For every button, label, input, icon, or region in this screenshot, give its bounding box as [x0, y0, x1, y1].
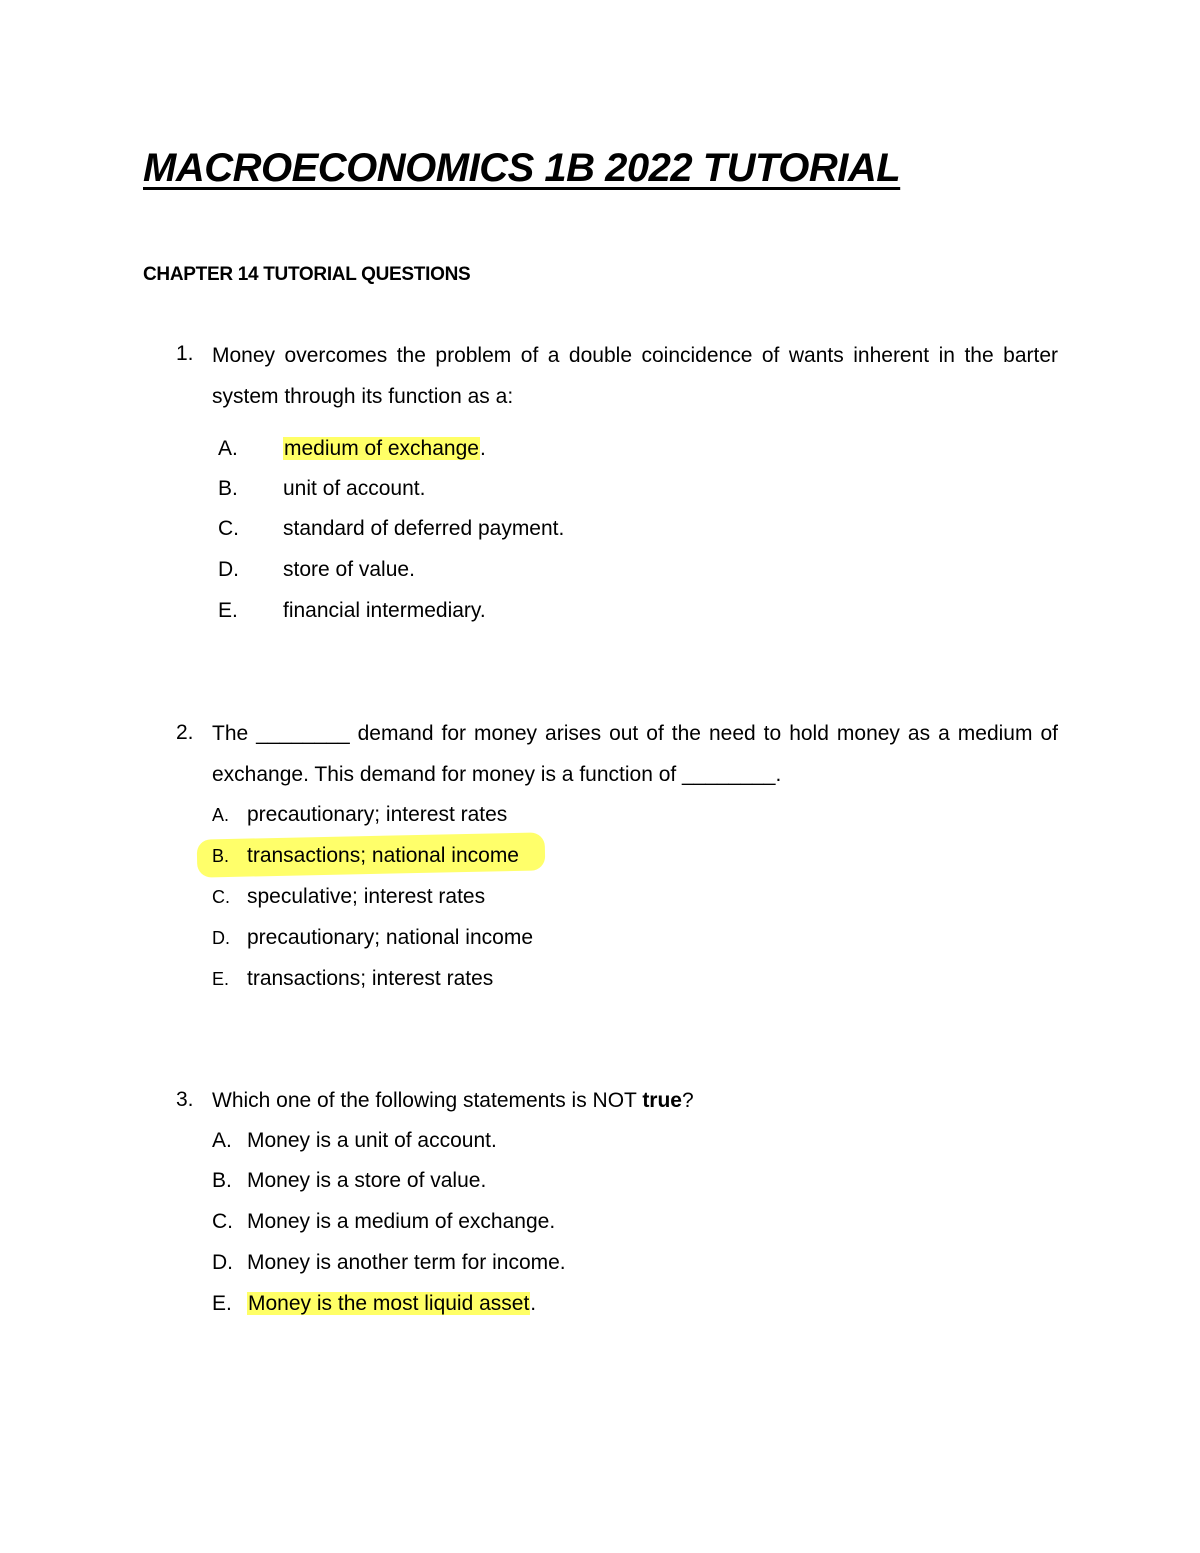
option-a-text: Money is a unit of account.	[247, 1129, 497, 1152]
option-a-text: precautionary; interest rates	[247, 803, 508, 826]
option-d-text: store of value.	[283, 558, 415, 581]
option-b-text: Money is a store of value.	[247, 1169, 487, 1192]
option-e-text: transactions; interest rates	[247, 967, 494, 990]
question-text: Money overcomes the problem of a double coincidence of wants inherent in the barter system through its function as a:	[212, 344, 1058, 408]
option-b-text: transactions; national income	[247, 844, 519, 867]
option-letter: D.	[212, 928, 230, 948]
option-letter: D.	[212, 1251, 233, 1274]
question-number: 3.	[176, 1088, 194, 1111]
option-e-text	[247, 1292, 536, 1316]
chapter-heading: CHAPTER 14 TUTORIAL QUESTIONS	[143, 264, 471, 285]
option-letter: E.	[212, 1292, 232, 1315]
option-suffix: .	[479, 437, 486, 460]
option-letter: E.	[218, 599, 238, 622]
option-letter: D.	[218, 558, 239, 581]
option-letter: C.	[218, 517, 239, 540]
question-number: 1.	[176, 342, 194, 365]
option-letter: B.	[212, 846, 230, 866]
question-text: The ________ demand for money arises out of the need to hold money as a medium of exchange. This demand for money is a function of ________.	[212, 722, 1058, 786]
option-c-text: standard of deferred payment.	[283, 517, 565, 540]
option-a-text	[283, 437, 486, 461]
question-text-part: Which one of the following statements is NOT	[212, 1089, 643, 1112]
question-text-emphasis: true	[642, 1089, 682, 1112]
option-d-text: precautionary; national income	[247, 926, 534, 949]
question-number: 2.	[176, 721, 194, 744]
option-letter: B.	[212, 1169, 232, 1192]
option-letter: A.	[218, 437, 238, 460]
option-c-text: Money is a medium of exchange.	[247, 1210, 556, 1233]
option-letter: A.	[212, 805, 230, 825]
option-b-text: unit of account.	[283, 477, 426, 500]
option-letter: E.	[212, 969, 230, 989]
option-d-text: Money is another term for income.	[247, 1251, 566, 1274]
option-letter: B.	[218, 477, 238, 500]
question-text-part: ?	[682, 1089, 694, 1112]
option-letter: C.	[212, 1210, 233, 1233]
option-suffix: .	[530, 1292, 537, 1315]
document-title: MACROECONOMICS 1B 2022 TUTORIAL	[143, 146, 901, 190]
option-letter: A.	[212, 1129, 232, 1152]
option-e-text: financial intermediary.	[283, 599, 486, 622]
option-letter: C.	[212, 887, 230, 907]
answer-highlight: Money is the most liquid asset	[248, 1292, 530, 1315]
question-text	[212, 1080, 1058, 1121]
option-c-text: speculative; interest rates	[247, 885, 486, 908]
answer-highlight: medium of exchange	[284, 437, 479, 460]
